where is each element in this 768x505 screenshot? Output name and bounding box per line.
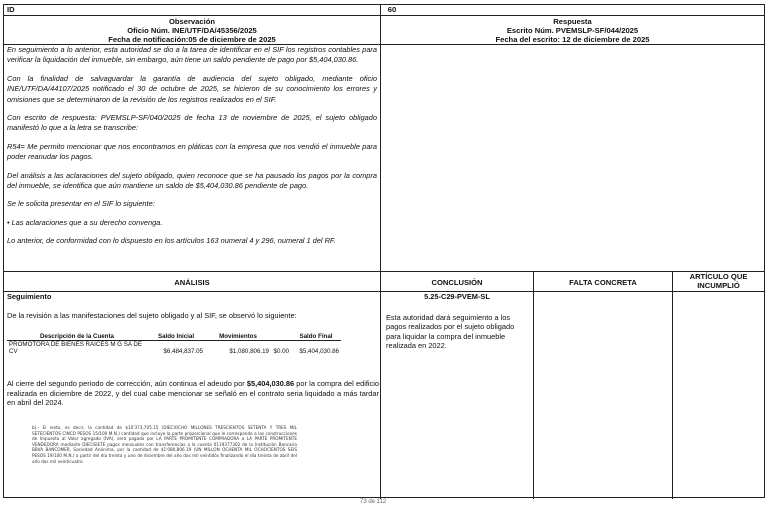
contract-clause-image: b).- El resto, es decir, la cantidad de $10'373,705.15 (DIECIOCHO MILLONES TRESCIENTOS SETENTA Y TRES MIL SETECIENTOS CINCO PESOS 15/100 M.N.) cantidad que incluye la parte proporcional que le corresponde a las construcciones de Impuesto al Valor agregado (IVA), será pagado por LA PARTE PROMITENTE COMPRADORA a LA PARTE PROMITENTE VENDEDORA mediante DIECISIETE pagos mensuales con transferencias a la cuenta 0119377362 de la Institución Bancaria BBVA BANCOMER, Sociedad Anónima, por la cantidad de $1'080,806.19 (UN MILLON OCHENTA MIL OCHOCIENTOS SEIS PESOS 19/100 M.N.) a partir del día treinta y uno de diciembre del año dos mil veintidós finalizando el día treinta de abril del año dos mil veinticuatro.	[32, 425, 297, 464]
cell-descripcion: PROMOTORA DE BIENES RAICES M G SA DE CV	[9, 341, 142, 355]
col-divider-2	[533, 271, 534, 499]
th-descripcion: Descripción de la Cuenta	[7, 333, 147, 341]
observacion-body	[7, 45, 377, 247]
th-saldo-inicial: Saldo Inicial	[147, 333, 205, 341]
observacion-fecha: Fecha de notificación:05 de diciembre de 2025	[108, 35, 276, 44]
respuesta-escrito: Escrito Núm. PVEMSLP-SF/044/2025	[506, 26, 639, 35]
closing-text-before: Al cierre del segundo periodo de corrección, aún continua el adeudo por	[7, 379, 247, 388]
obs-paragraph-2: Con la finalidad de salvaguardar la garantía de audiencia del sujeto obligado, mediante oficio INE/UTF/DA/44107/2025 notificado el 30 de octubre de 2025, se hicieron de su conocimiento los errores y omisiones que se determinaron de la revisión de los registros realizados en el SIF.	[7, 73, 377, 104]
obs-paragraph-4: R54= Me permito mencionar que nos encontramos en pláticas con la empresa que nos vendió el inmueble para poder reanudar los pagos.	[7, 141, 377, 162]
observacion-header	[4, 17, 380, 44]
col-divider-3	[672, 271, 673, 499]
account-table-grid	[7, 333, 341, 355]
account-table-header-row	[7, 333, 341, 341]
th-movimientos: Movimientos	[205, 333, 271, 341]
obs-paragraph-5: Del análisis a las aclaraciones del sujeto obligado, quien reconoce que se ha pausado los pagos por la compra del inmueble, se identifica que aún mantiene un saldo de $5,404,030.86 pendiente de pago.	[7, 170, 377, 191]
observacion-oficio: Oficio Núm. INE/UTF/DA/45356/2025	[127, 26, 257, 35]
respuesta-fecha: Fecha del escrito: 12 de diciembre de 2025	[495, 35, 650, 44]
account-table	[7, 333, 341, 355]
closing-text-after: por la compra del edificio realizada en diciembre de 2022, y del cual cabe mencionar se señaló en el contrato seria liquidado a más tardar en abril del 2024.	[7, 379, 379, 408]
colhead-top-line	[4, 271, 764, 272]
conclusion-text: Esta autoridad dará seguimiento a los pagos realizados por el sujeto obligado para liquidar la compra del inmueble realizada en 2022.	[386, 313, 515, 351]
col-conclusion-header: CONCLUSIÓN	[431, 278, 483, 287]
respuesta-header	[381, 17, 764, 44]
obs-paragraph-3: Con escrito de respuesta: PVEMSLP-SF/040/2025 de fecha 13 de noviembre de 2025, el sujeto obligado manifestó lo que a la letra se transcribe:	[7, 113, 377, 133]
id-label: ID	[7, 5, 15, 14]
obs-paragraph-1: En seguimiento a lo anterior, esta autoridad se dio a la tarea de identificar en el SIF los registros contables para verificar la liquidación del inmueble, sin embargo, aún tiene un saldo pendiente de pago por $5,404,030.86.	[7, 45, 377, 65]
obs-paragraph-6: Se le solicita presentar en el SIF lo siguiente:	[7, 199, 155, 209]
id-row-bottom-line	[4, 15, 764, 16]
cell-saldo-inicial: $6,484,837.05	[163, 348, 203, 355]
col-divider-1	[380, 271, 381, 499]
observacion-title: Observación	[168, 17, 215, 26]
id-value: 60	[387, 5, 397, 14]
analisis-closing	[7, 379, 379, 408]
page-number: 73 de 112	[360, 499, 387, 505]
document-table	[3, 4, 765, 498]
cell-cargo: $0.00	[273, 348, 289, 355]
analisis-heading: Seguimiento	[7, 292, 52, 301]
obs-resp-divider	[380, 15, 381, 271]
conclusion-code: 5.25-C29-PVEM-SL	[424, 292, 490, 301]
respuesta-title: Respuesta	[553, 17, 592, 26]
cell-movimientos: $1,080,806.19	[229, 348, 269, 355]
th-saldo-final: Saldo Final	[291, 333, 341, 341]
col-analisis-header: ANÁLISIS	[174, 278, 210, 287]
obs-paragraph-8: Lo anterior, de conformidad con lo dispuesto en los artículos 163 numeral 4 y 296, numeral 1 del RF.	[7, 236, 336, 246]
table-row	[7, 341, 341, 356]
analisis-intro: De la revisión a las manifestaciones del sujeto obligado y al SIF, se observó lo siguiente:	[7, 311, 297, 320]
obs-paragraph-7: • Las aclaraciones que a su derecho convenga.	[7, 217, 163, 227]
closing-amount: $5,404,030.86	[246, 379, 295, 388]
col-falta-header: FALTA CONCRETA	[569, 278, 637, 287]
th-blank	[271, 333, 291, 341]
cell-saldo-final: $5,404,030.86	[299, 348, 339, 355]
col-articulo-header: ARTÍCULO QUE INCUMPLIÓ	[689, 272, 748, 290]
